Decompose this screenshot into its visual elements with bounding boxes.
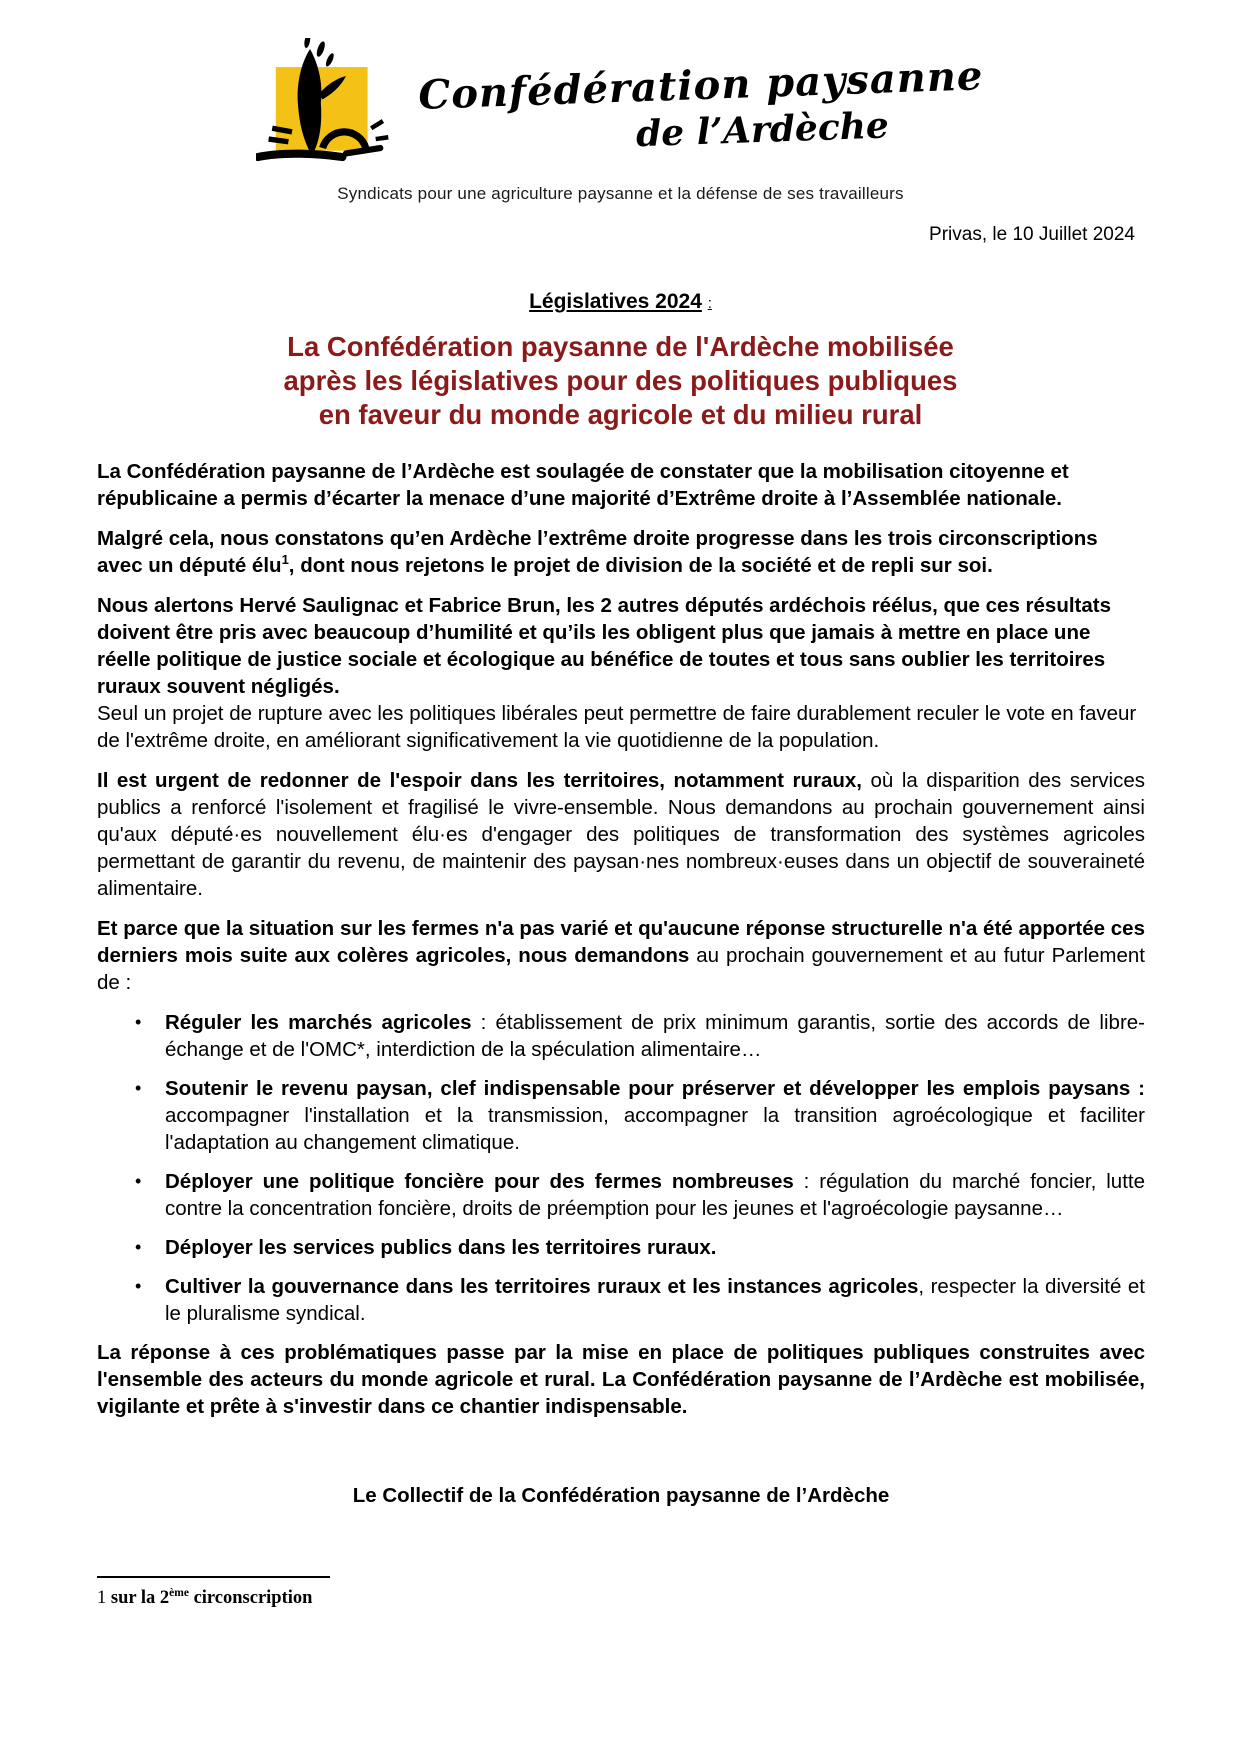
subject-heading <box>0 290 1241 314</box>
subject-colon: : <box>707 295 712 312</box>
footnote-reference: 1 <box>281 552 289 568</box>
footnote-separator <box>97 1576 330 1578</box>
paragraph-demandes: Et parce que la situation sur les fermes n'a pas varié et qu'aucune réponse structurelle n'a été apportée ces derniers mois suite aux colères agricoles, nous demandons au prochain gouvernement et au futur Parlement de : <box>97 917 1145 994</box>
list-item: • Déployer une politique foncière pour des fermes nombreuses : régulation du marché foncier, lutte contre la concentration foncière, droits de préemption pour les jeunes et l'agroécologie paysanne… <box>135 1170 1145 1220</box>
document-title <box>0 330 1241 432</box>
demands-list <box>97 1009 1145 1327</box>
subject-label: Législatives 2024 <box>529 290 702 313</box>
list-item: • Déployer les services publics dans les territoires ruraux. <box>135 1236 717 1259</box>
bullet-icon: • <box>135 1237 142 1257</box>
paragraph-espoir: Il est urgent de redonner de l'espoir dans les territoires, notamment ruraux, où la disparition des services publics a renforcé l'isolement et fragilisé le vivre-ensemble. Nous demandons au prochain gouvernement ainsi qu'aux député·es nouvellement élu·es d'engager des politiques de transformation des systèmes agricoles permettant de garantir du revenu, de maintenir des paysan·nes nombreux·euses dans un objectif de souveraineté alimentaire. <box>97 769 1145 900</box>
paragraph-alerte: Nous alertons Hervé Saulignac et Fabrice Brun, les 2 autres députés ardéchois réélus, que ces résultats doivent être pris avec beaucoup d’humilité et qu’ils les obligent plus que jamais à mettre en place une réelle politique de justice sociale et écologique au bénéfice de toutes et tous sans oublier les territoires ruraux souvent négligés. Seul un projet de rupture avec les politiques libérales peut permettre de faire durablement reculer le vote en faveur de l'extrême droite, en améliorant significativement la vie quotidienne de la population. <box>97 594 1137 752</box>
footnote-superscript: ème <box>169 1587 189 1599</box>
date-line: Privas, le 10 Juillet 2024 <box>929 224 1135 245</box>
paragraph-constat: Malgré cela, nous constatons qu’en Ardèche l’extrême droite progresse dans les trois circonscriptions avec un député élu$^1$, dont nous rejetons le projet de division de la société et de repli sur soi. <box>97 527 1098 577</box>
paragraph-intro: La Confédération paysanne de l’Ardèche est soulagée de constater que la mobilisation citoyenne et républicaine a permis d’écarter la menace d’une majorité d’Extrême droite à l’Assemblée nationale. <box>97 460 1069 510</box>
title-line1: La Confédération paysanne de l'Ardèche mobilisée <box>287 331 954 362</box>
title-line2: après les législatives pour des politiques publiques <box>283 365 958 396</box>
logo-wordmark <box>418 52 986 163</box>
bullet-icon: • <box>135 1012 142 1032</box>
title-line3: en faveur du monde agricole et du milieu rural <box>318 399 923 430</box>
logo-name-line1: Confédération paysanne <box>417 52 985 119</box>
header <box>0 0 1241 204</box>
paragraph-closing: La réponse à ces problématiques passe par la mise en place de politiques publiques construites avec l'ensemble des acteurs du monde agricole et rural. La Confédération paysanne de l’Ardèche est mobilisée, vigilante et prête à s'investir dans ce chantier indispensable. <box>97 1341 1145 1418</box>
tagline: Syndicats pour une agriculture paysanne et la défense de ses travailleurs <box>337 184 904 203</box>
bullet-icon: • <box>135 1171 142 1191</box>
body <box>97 458 1145 1509</box>
bullet-icon: • <box>135 1078 142 1098</box>
logo-name-line2: de l’Ardèche <box>635 104 890 156</box>
list-item: • Soutenir le revenu paysan, clef indispensable pour préserver et développer les emplois paysans : accompagner l'installation et la transmission, accompagner la transition agroécologique et faciliter l'adaptation au changement climatique. <box>135 1077 1145 1154</box>
list-item: • Réguler les marchés agricoles : établissement de prix minimum garantis, sortie des accords de libre-échange et de l'OMC*, interdiction de la spéculation alimentaire… <box>135 1011 1145 1061</box>
list-item: • Cultiver la gouvernance dans les territoires ruraux et les instances agricoles, respecter la diversité et le pluralisme syndical. <box>135 1275 1145 1325</box>
signature: Le Collectif de la Confédération paysanne de l’Ardèche <box>352 1484 890 1507</box>
footnote: 1 sur la 2ème circonscription <box>97 1576 330 1609</box>
bullet-icon: • <box>135 1276 142 1296</box>
footnote-marker: 1 <box>97 1588 107 1609</box>
logo <box>0 36 1241 174</box>
wheat-sun-logo-icon <box>256 38 391 174</box>
